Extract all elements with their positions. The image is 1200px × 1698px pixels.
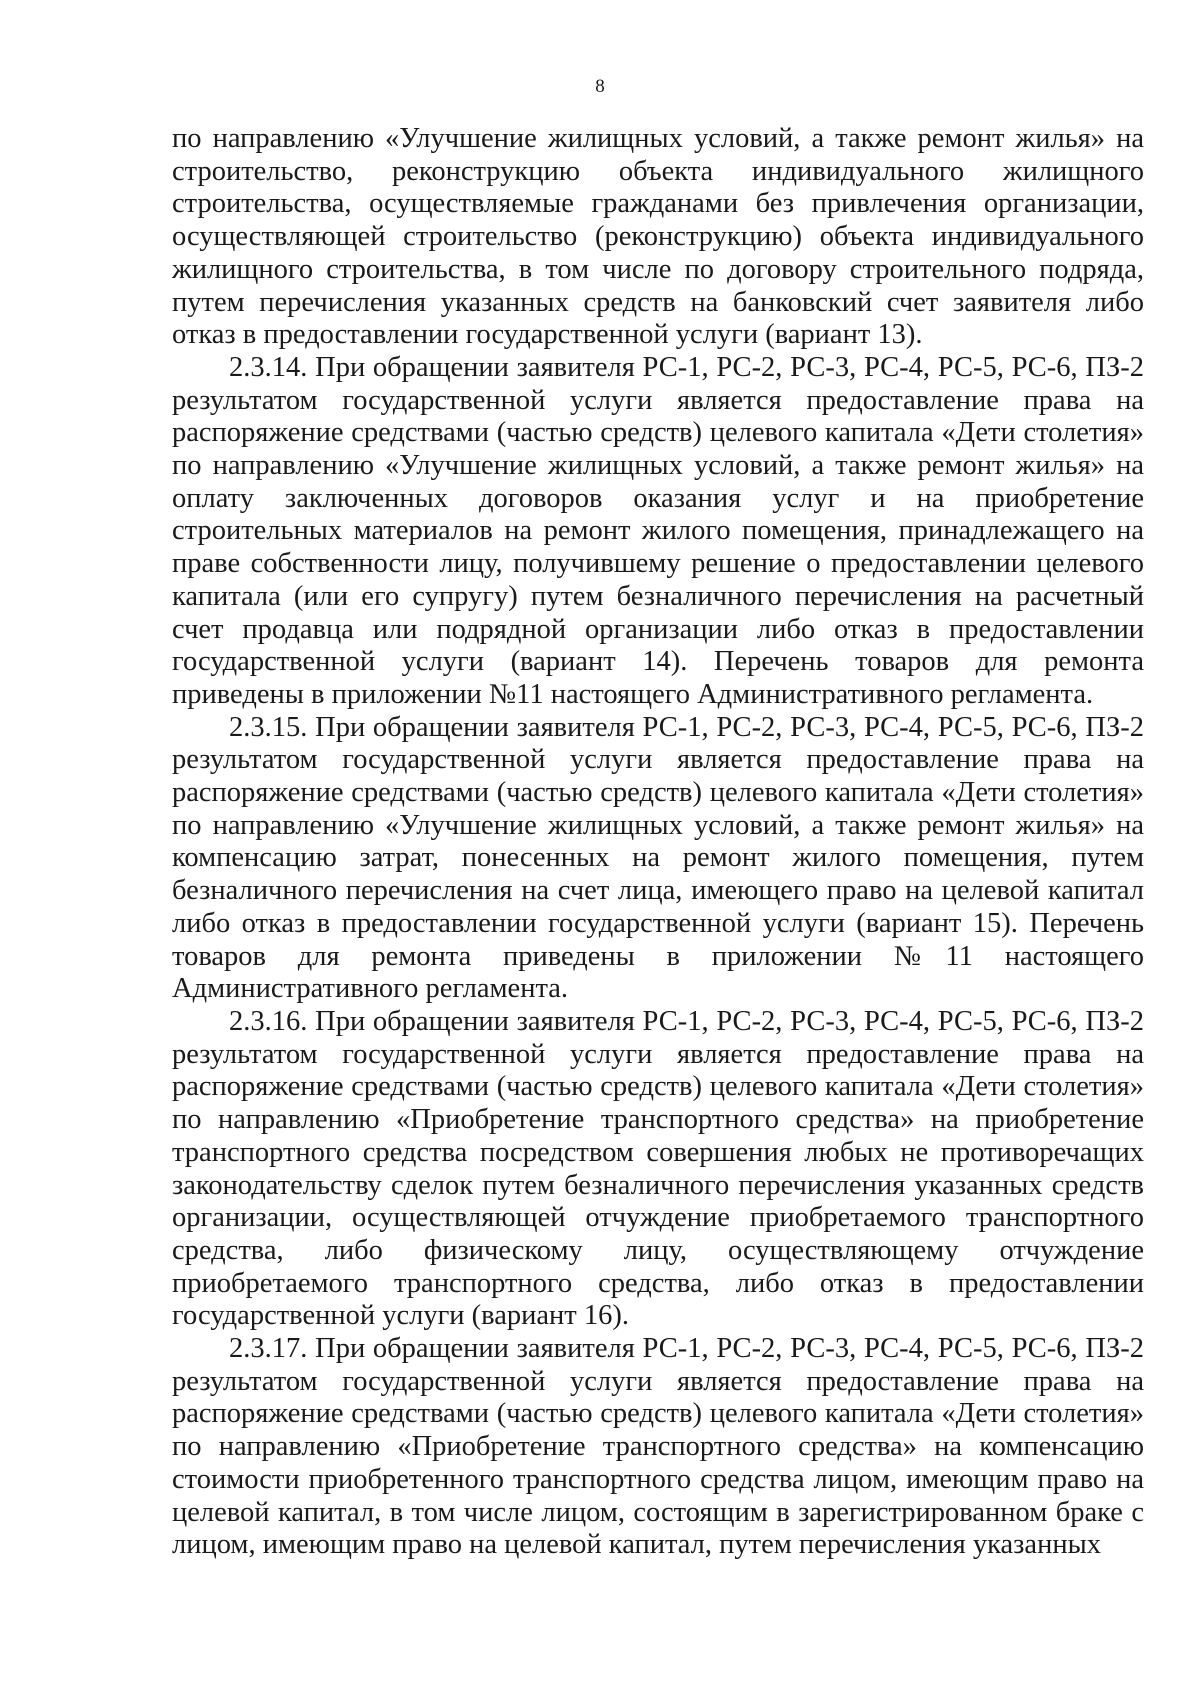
paragraph-2-3-15: 2.3.15. При обращении заявителя РС-1, РС-2, РС-3, РС-4, РС-5, РС-6, ПЗ-2 результатом государственной услуги является предоставление права на распоряжение средствами (частью средств) целевого капитала «Дети столетия» по направлению «Улучшение жилищных условий, а также ремонт жилья» на компенсацию затрат, понесенных на ремонт жилого помещения, путем безналичного перечисления на счет лица, имеющего право на целевой капитал либо отказ в предоставлении государственной услуги (вариант 15). Перечень товаров для ремонта приведены в приложении №11 настоящего Административного регламента.: [172, 711, 1144, 1005]
paragraph-2-3-14: 2.3.14. При обращении заявителя РС-1, РС-2, РС-3, РС-4, РС-5, РС-6, ПЗ-2 результатом государственной услуги является предоставление права на распоряжение средствами (частью средств) целевого капитала «Дети столетия» по направлению «Улучшение жилищных условий, а также ремонт жилья» на оплату заключенных договоров оказания услуг и на приобретение строительных материалов на ремонт жилого помещения, принадлежащего на праве собственности лицу, получившему решение о предоставлении целевого капитала (или его супругу) путем безналичного перечисления на расчетный счет продавца или подрядной организации либо отказ в предоставлении государственной услуги (вариант 14). Перечень товаров для ремонта приведены в приложении №11 настоящего Административного регламента.: [172, 351, 1144, 710]
document-body: [172, 123, 1144, 1562]
paragraph-2-3-17: 2.3.17. При обращении заявителя РС-1, РС-2, РС-3, РС-4, РС-5, РС-6, ПЗ-2 результатом государственной услуги является предоставление права на распоряжение средствами (частью средств) целевого капитала «Дети столетия» по направлению «Приобретение транспортного средства» на компенсацию стоимости приобретенного транспортного средства лицом, имеющим право на целевой капитал, в том числе лицом, состоящим в зарегистрированном браке с лицом, имеющим право на целевой капитал, путем перечисления указанных: [172, 1333, 1144, 1561]
paragraph-continuation: по направлению «Улучшение жилищных условий, а также ремонт жилья» на строительство, реконструкцию объекта индивидуального жилищного строительства, осуществляемые гражданами без привлечения организации, осуществляющей строительство (реконструкцию) объекта индивидуального жилищного строительства, в том числе по договору строительного подряда, путем перечисления указанных средств на банковский счет заявителя либо отказ в предоставлении государственной услуги (вариант 13).: [172, 123, 1144, 351]
page-number: 8: [595, 76, 605, 97]
paragraph-2-3-16: 2.3.16. При обращении заявителя РС-1, РС-2, РС-3, РС-4, РС-5, РС-6, ПЗ-2 результатом государственной услуги является предоставление права на распоряжение средствами (частью средств) целевого капитала «Дети столетия» по направлению «Приобретение транспортного средства» на приобретение транспортного средства посредством совершения любых не противоречащих законодательству сделок путем безналичного перечисления указанных средств организации, осуществляющей отчуждение приобретаемого транспортного средства, либо физическому лицу, осуществляющему отчуждение приобретаемого транспортного средства, либо отказ в предоставлении государственной услуги (вариант 16).: [172, 1005, 1144, 1332]
